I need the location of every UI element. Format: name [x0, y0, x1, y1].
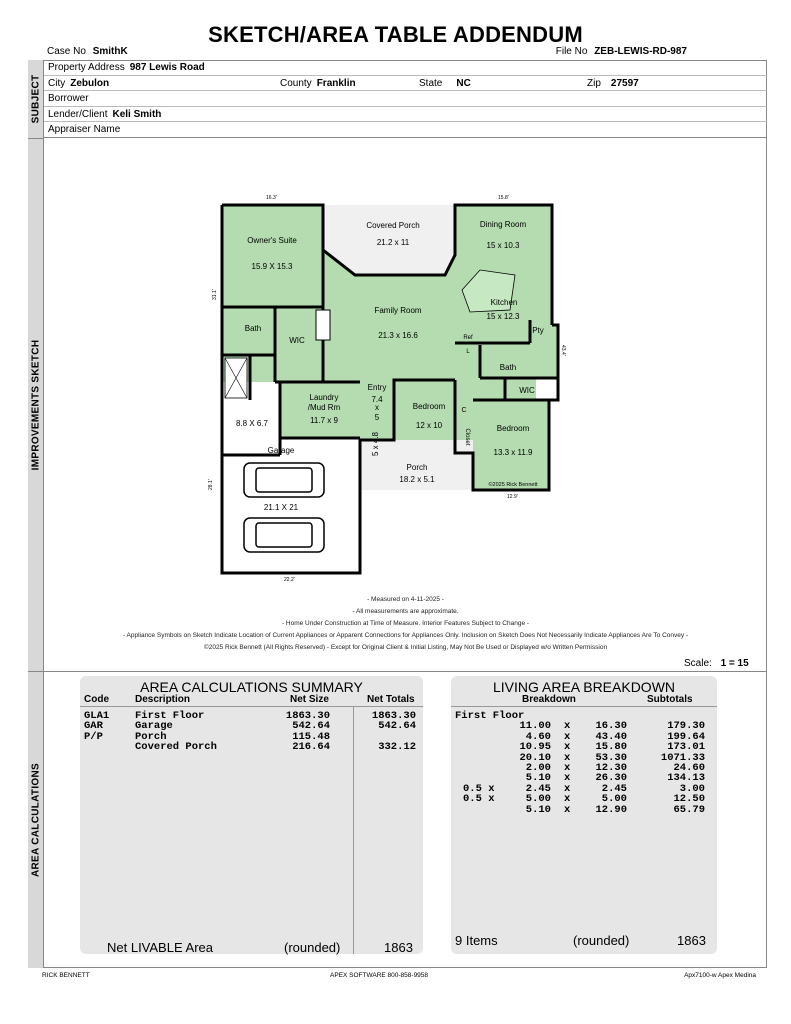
room-wic2: WIC	[519, 386, 535, 395]
row-x: x	[564, 751, 571, 764]
lender-label: Lender/Client	[48, 108, 108, 120]
row-x: x	[564, 803, 571, 816]
row-description: First Floor	[135, 710, 205, 722]
room-laundry-1: Laundry	[309, 393, 339, 402]
room-family: Family Room	[374, 306, 422, 315]
col-breakdown: Breakdown	[522, 694, 576, 705]
row-b: 2.45	[601, 782, 627, 795]
row-factor: 0.5 x	[463, 793, 495, 806]
row-net-size: 216.64	[292, 741, 330, 754]
table-row	[80, 721, 423, 731]
room-covered-porch-dim: 21.2 x 11	[376, 238, 410, 247]
note-3: - Home Under Construction at Time of Measure. Interior Features Subject to Change -	[281, 620, 530, 627]
net-livable-rounded: (rounded)	[284, 940, 341, 955]
row-x: x	[564, 741, 571, 754]
row-a: 4.60	[525, 730, 551, 743]
row-a: 10.95	[519, 741, 551, 754]
row-description: Covered Porch	[135, 741, 217, 754]
row-subtotal: 179.30	[667, 720, 705, 733]
row-b: 12.90	[595, 803, 627, 816]
living-value: 1863	[677, 933, 706, 948]
row-code: P/P	[84, 730, 103, 743]
row-subtotal: 12.50	[673, 793, 705, 806]
borrower-label: Borrower	[48, 93, 89, 104]
dim-bottom-right: 12.9'	[507, 494, 518, 500]
county-label: County	[280, 77, 312, 89]
row-subtotal: 24.60	[673, 761, 705, 774]
row-a: 5.00	[525, 793, 551, 806]
row-a: 2.45	[525, 782, 551, 795]
room-bed2-dim: 13.3 x 11.9	[493, 448, 533, 457]
room-l: L	[466, 349, 470, 355]
footer-left: RICK BENNETT	[42, 972, 90, 979]
note-4: - Appliance Symbols on Sketch Indicate Location of Current Appliances or Apparent Connections for Appliances Only. Inclusion on Sketch Does Not Necessarily Indicate Appliances Are To Convey -	[122, 632, 689, 639]
table-row	[80, 732, 423, 742]
row-b: 15.80	[595, 741, 627, 754]
col-subtotals: Subtotals	[647, 694, 693, 705]
dim-top-right: 15.8'	[498, 195, 509, 201]
row-b: 26.30	[595, 772, 627, 785]
sketch-copyright: ©2025 Rick Bennett	[488, 482, 538, 488]
city-label: City	[48, 77, 66, 89]
room-bath1: Bath	[244, 324, 262, 333]
room-entry-dim2: 5	[374, 413, 380, 422]
row-net-total: 332.12	[378, 741, 416, 754]
row-x: x	[564, 761, 571, 774]
row-subtotal: 1071.33	[660, 751, 705, 764]
dim-right-upper: 43.4'	[560, 345, 566, 356]
room-wic1: WIC	[289, 336, 305, 345]
room-entry-x: x	[375, 403, 379, 412]
fireplace-icon	[316, 310, 330, 340]
scale	[684, 658, 749, 669]
row-a: 20.10	[519, 751, 551, 764]
row-x: x	[564, 730, 571, 743]
room-porch-dim: 18.2 x 5.1	[399, 475, 435, 484]
room-laundry-dim: 11.7 x 9	[310, 416, 338, 425]
subject-section-label: SUBJECT	[30, 74, 42, 124]
address-value: 987 Lewis Road	[129, 62, 205, 73]
room-entry: Entry	[367, 383, 387, 392]
row-net-size: 1863.30	[285, 710, 330, 722]
room-laundry-2: /Mud Rm	[307, 403, 341, 412]
room-owners-suite: Owner's Suite	[247, 236, 297, 245]
row-code: GAR	[84, 720, 103, 733]
row-subtotal: 65.79	[673, 803, 705, 816]
row-b: 53.30	[595, 751, 627, 764]
living-area-panel	[451, 676, 717, 954]
row-a: 5.10	[525, 803, 551, 816]
sketch-section-label: IMPROVEMENTS SKETCH	[30, 339, 42, 471]
room-porch-side-dim: 5 x 4.8	[371, 431, 380, 457]
area-summary-rows	[80, 711, 423, 753]
row-a: 2.00	[525, 761, 551, 774]
row-description: Porch	[135, 730, 167, 743]
room-family-dim: 21.3 x 16.6	[378, 331, 418, 340]
living-area-title: LIVING AREA BREAKDOWN	[492, 679, 676, 695]
city-value: Zebulon	[70, 77, 110, 89]
appraiser-label: Appraiser Name	[48, 124, 121, 135]
row-net-size: 115.48	[292, 730, 330, 743]
dim-top-left: 16.3'	[266, 195, 277, 201]
row-description: Garage	[135, 720, 173, 733]
room-covered-porch: Covered Porch	[366, 221, 420, 230]
area-section-label: AREA CALCULATIONS	[30, 763, 42, 877]
living-rounded: (rounded)	[573, 933, 630, 948]
row-x: x	[564, 772, 571, 785]
row-factor: 0.5 x	[463, 782, 495, 795]
row-net-total: 1863.30	[371, 710, 416, 722]
row-subtotal: 3.00	[679, 782, 705, 795]
row-subtotal: 134.13	[667, 772, 705, 785]
room-porch: Porch	[406, 463, 428, 472]
row-net-total: 542.64	[378, 720, 416, 733]
zip-label: Zip	[587, 77, 601, 89]
room-garage: Garage	[267, 446, 295, 455]
area-summary-title: AREA CALCULATIONS SUMMARY	[140, 679, 363, 695]
table-row	[80, 742, 423, 752]
items-count: 9 Items	[455, 933, 498, 948]
row-x: x	[564, 720, 571, 733]
county-value: Franklin	[316, 77, 356, 89]
note-2: - All measurements are approximate.	[352, 608, 459, 615]
list-item	[451, 805, 717, 815]
row-x: x	[564, 793, 571, 806]
lender-value: Keli Smith	[112, 108, 162, 120]
list-item	[451, 794, 717, 804]
col-description: Description	[135, 694, 191, 705]
row-subtotal: 199.64	[667, 730, 705, 743]
scale-label: Scale:	[684, 658, 712, 669]
note-1: - Measured on 4-11-2025 -	[367, 596, 444, 603]
room-dining: Dining Room	[479, 220, 527, 229]
file-label: File No	[555, 46, 588, 57]
row-a: 5.10	[525, 772, 551, 785]
row-b: 43.40	[595, 730, 627, 743]
note-5: ©2025 Rick Bennett (All Rights Reserved) - Except for Original Client & Initial Listing, May Not Be Used or Displayed w/o Written Permission	[203, 644, 608, 651]
room-c: C	[461, 407, 467, 414]
dim-left-lower: 28.1'	[208, 479, 214, 490]
file-value: ZEB-LEWIS-RD-987	[594, 46, 687, 57]
room-garage-dim: 21.1 X 21	[263, 503, 299, 512]
room-kitchen: Kitchen	[490, 298, 518, 307]
row-x: x	[564, 782, 571, 795]
footer-center: APEX SOFTWARE 800-858-9958	[330, 972, 429, 979]
row-net-size: 542.64	[292, 720, 330, 733]
table-row	[80, 711, 423, 721]
room-bed1-dim: 12 x 10	[415, 421, 443, 430]
sketch-notes	[44, 594, 767, 654]
row-a: 11.00	[519, 720, 551, 733]
room-bed2: Bedroom	[496, 424, 530, 433]
room-dining-dim: 15 x 10.3	[486, 241, 520, 250]
room-pty: Pty	[532, 326, 544, 335]
row-b: 12.30	[595, 761, 627, 774]
list-item	[451, 742, 717, 752]
dim-bottom: 22.2'	[284, 577, 295, 583]
scale-value: 1 = 15	[720, 658, 749, 669]
case-value: SmithK	[92, 46, 128, 57]
state-value: NC	[456, 77, 471, 89]
col-net-size: Net Size	[290, 694, 329, 705]
footer-right: Apx7100-w Apex Medina	[684, 972, 756, 979]
room-owners-suite-dim: 15.9 X 15.3	[251, 262, 293, 271]
room-garage-nook-dim: 8.8 X 6.7	[235, 419, 269, 428]
net-livable-value: 1863	[384, 940, 413, 955]
room-kitchen-dim: 15 x 12.3	[486, 312, 520, 321]
room-bath2: Bath	[499, 363, 517, 372]
row-subtotal: 173.01	[667, 741, 705, 754]
col-net-totals: Net Totals	[367, 694, 415, 705]
area-summary-panel	[80, 676, 423, 954]
dim-left-upper: 31.1'	[212, 289, 218, 300]
col-code: Code	[84, 694, 109, 705]
room-ref: Ref	[463, 335, 473, 341]
zip-value: 27597	[610, 77, 639, 89]
living-area-rows	[451, 711, 717, 815]
row-b: 16.30	[595, 720, 627, 733]
room-closet: Closet	[464, 428, 470, 446]
floor-label: First Floor	[455, 710, 525, 722]
row-b: 5.00	[601, 793, 627, 806]
room-bed1: Bedroom	[412, 402, 446, 411]
address-label: Property Address	[48, 62, 125, 73]
page-title: SKETCH/AREA TABLE ADDENDUM	[208, 22, 583, 47]
room-entry-dim1: 7.4	[371, 395, 383, 404]
row-code: GLA1	[84, 710, 110, 722]
state-label: State	[419, 77, 443, 89]
net-livable-label: Net LIVABLE Area	[107, 940, 213, 955]
case-label: Case No	[47, 46, 86, 57]
